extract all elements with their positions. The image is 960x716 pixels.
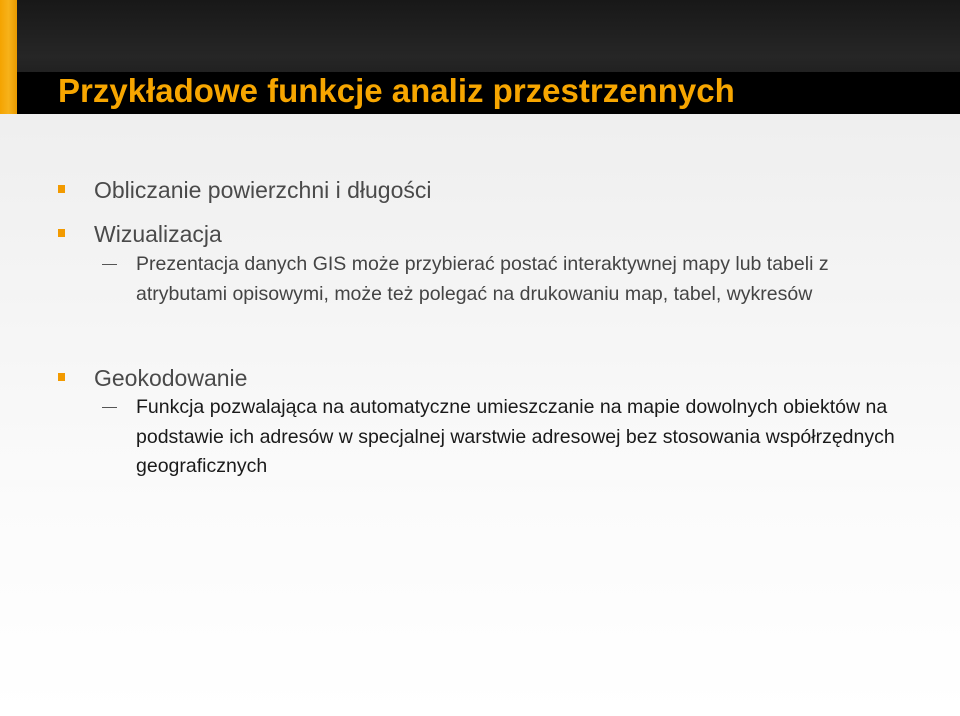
sub-bullet-text: Funkcja pozwalająca na automatyczne umieszczanie na mapie dowolnych obiektów na podstawie ich adresów w specjalnej warstwie adresowej bez stosowania współrzędnych geograficznych xyxy=(136,396,895,477)
bullet-text: Obliczanie powierzchni i długości xyxy=(94,177,432,203)
square-bullet-icon xyxy=(58,229,65,237)
square-bullet-icon xyxy=(58,185,65,193)
dash-bullet-icon xyxy=(102,264,117,265)
slide-title: Przykładowe funkcje analiz przestrzennych xyxy=(58,72,735,109)
sub-bullet-item xyxy=(102,250,922,309)
bullet-text: Geokodowanie xyxy=(94,365,248,391)
square-bullet-icon xyxy=(58,373,65,381)
sub-bullet-text: Prezentacja danych GIS może przybierać postać interaktywnej mapy lub tabeli z atrybutami opisowymi, może też polegać na drukowaniu map, tabel, wykresów xyxy=(136,253,829,305)
dash-bullet-icon xyxy=(102,407,117,408)
sub-bullet-item xyxy=(102,393,922,482)
bullet-text: Wizualizacja xyxy=(94,221,222,247)
